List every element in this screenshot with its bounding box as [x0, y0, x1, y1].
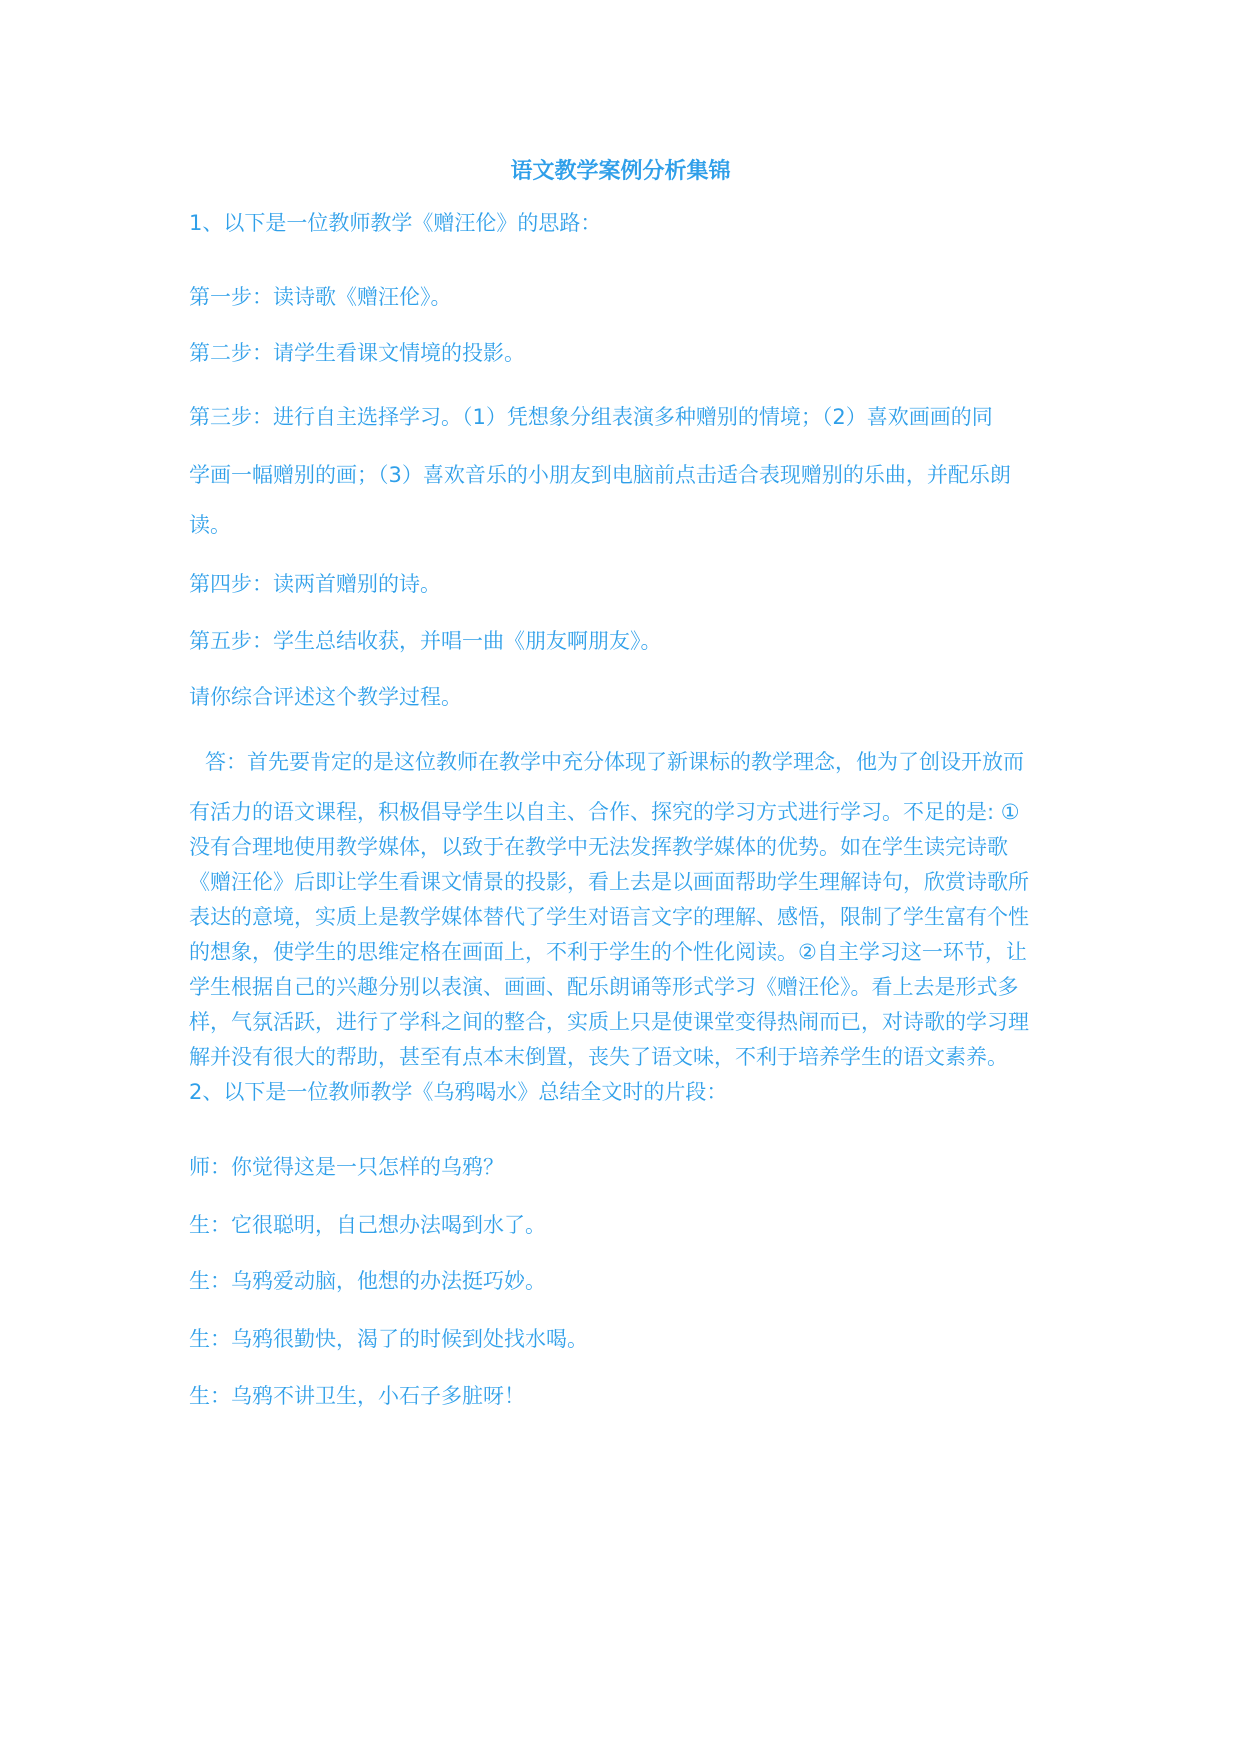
- answer-line: 学生根据自己的兴趣分别以表演、画画、配乐朗诵等形式学习《赠汪伦》。看上去是形式多: [189, 975, 1019, 999]
- step-4: 第四步：读两首赠别的诗。: [189, 572, 441, 596]
- answer-line: 解并没有很大的帮助，甚至有点本末倒置，丧失了语文味，不利于培养学生的语文素养。: [189, 1045, 1008, 1069]
- answer-line: 有活力的语文课程，积极倡导学生以自主、合作、探究的学习方式进行学习。不足的是: ①: [189, 800, 1020, 824]
- step-5: 第五步：学生总结收获，并唱一曲《朋友啊朋友》。: [189, 629, 662, 653]
- answer-first-line: 答：首先要肯定的是这位教师在教学中充分体现了新课标的教学理念，他为了创设开放而: [205, 750, 1024, 774]
- dialog-line: 师：你觉得这是一只怎样的乌鸦？: [189, 1155, 504, 1179]
- dialog-line: 生：它很聪明，自己想办法喝到水了。: [189, 1213, 546, 1237]
- dialog-line: 生：乌鸦不讲卫生，小石子多脏呀！: [189, 1384, 525, 1408]
- question-1-prompt: 请你综合评述这个教学过程。: [189, 685, 462, 709]
- step-3-line-1: 第三步：进行自主选择学习。（1）凭想象分组表演多种赠别的情境；（2）喜欢画画的同: [189, 405, 993, 429]
- answer-line: 样，气氛活跃，进行了学科之间的整合，实质上只是使课堂变得热闹而已，对诗歌的学习理: [189, 1010, 1029, 1034]
- question-2-heading: 2、以下是一位教师教学《乌鸦喝水》总结全文时的片段：: [189, 1080, 728, 1104]
- dialog-line: 生：乌鸦爱动脑，他想的办法挺巧妙。: [189, 1269, 546, 1293]
- answer-line: 没有合理地使用教学媒体，以致于在教学中无法发挥教学媒体的优势。如在学生读完诗歌: [189, 835, 1008, 859]
- answer-line: 《赠汪伦》后即让学生看课文情景的投影，看上去是以画面帮助学生理解诗句，欣赏诗歌所: [189, 870, 1029, 894]
- dialog-line: 生：乌鸦很勤快，渴了的时候到处找水喝。: [189, 1327, 588, 1351]
- answer-line: 的想象，使学生的思维定格在画面上，不利于学生的个性化阅读。②自主学习这一环节，让: [189, 940, 1027, 964]
- step-3-line-2: 学画一幅赠别的画；（3）喜欢音乐的小朋友到电脑前点击适合表现赠别的乐曲，并配乐朗: [189, 463, 1011, 487]
- step-2: 第二步：请学生看课文情境的投影。: [189, 341, 525, 365]
- answer-body: [189, 795, 1059, 1075]
- step-3-line-3: 读。: [189, 513, 231, 537]
- question-1-heading: 1、以下是一位教师教学《赠汪伦》的思路：: [189, 211, 602, 235]
- answer-line: 表达的意境，实质上是教学媒体替代了学生对语言文字的理解、感悟，限制了学生富有个性: [189, 905, 1029, 929]
- step-1: 第一步：读诗歌《赠汪伦》。: [189, 285, 452, 309]
- document-title: 语文教学案例分析集锦: [510, 159, 731, 184]
